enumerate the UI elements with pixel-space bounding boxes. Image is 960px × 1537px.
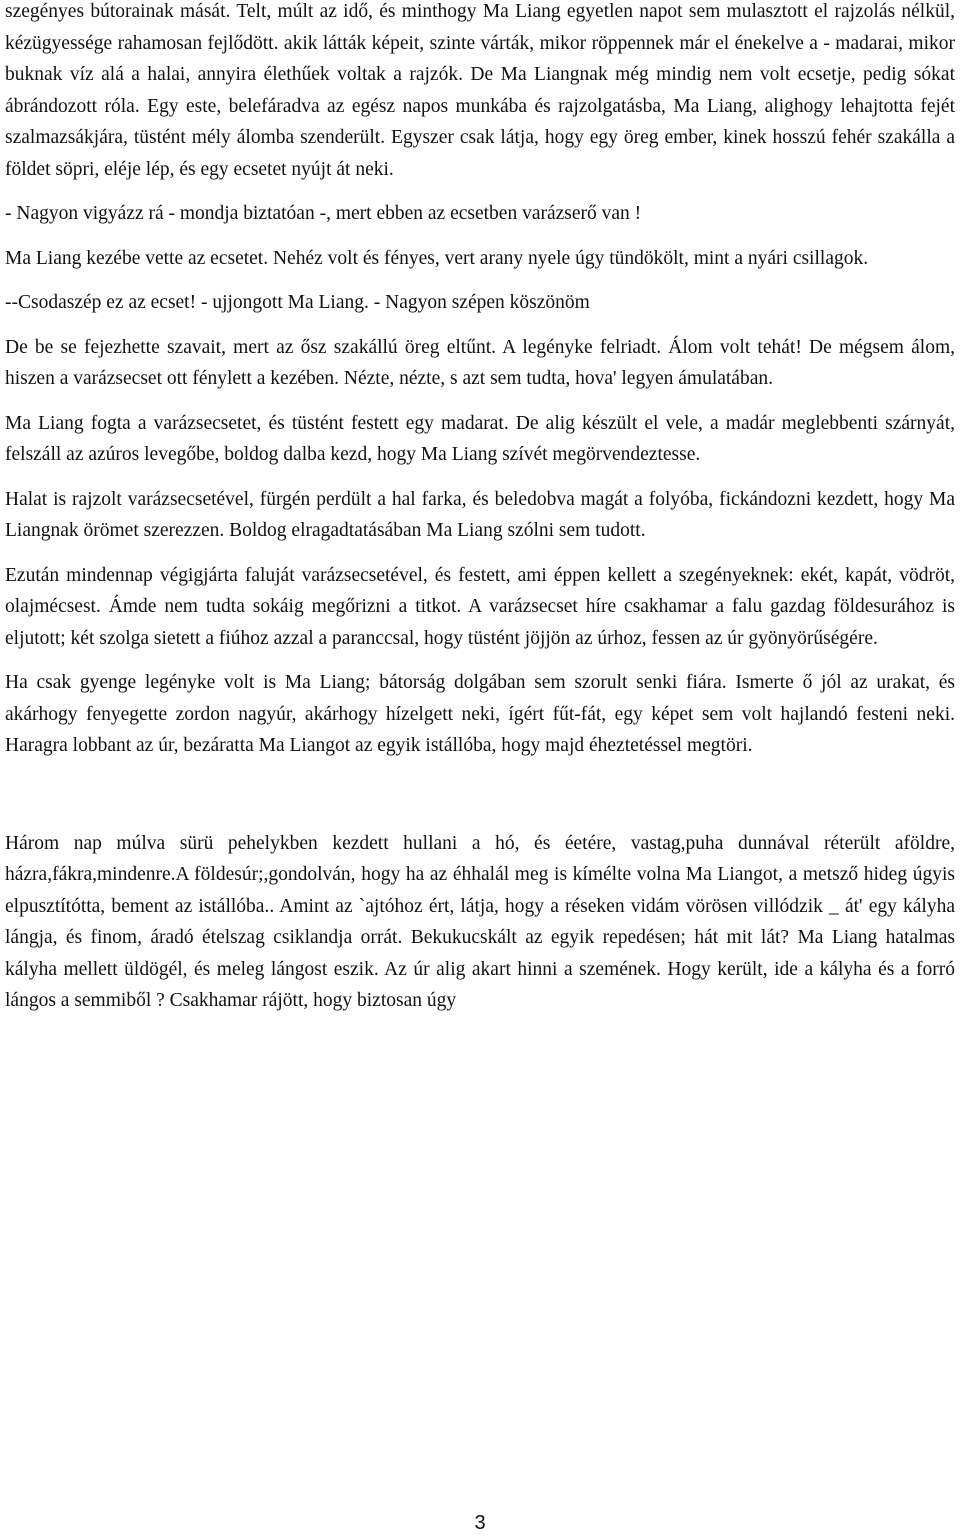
page-number: 3 xyxy=(474,1512,486,1534)
paragraph: De be se fejezhette szavait, mert az ősz szakállú öreg eltűnt. A legényke felriadt. Álom volt tehát! De mégsem álom, hiszen a varázsecset ott fénylett a kezében. Nézte, nézte, s azt sem tudta, hova' legyen ámulatában. xyxy=(5,336,955,389)
paragraph: Három nap múlva sürü pehelykben kezdett hullani a hó, és éetére, vastag,puha dunnával réterült aföldre, házra,fákra,mindenre.A földesúr;,gondolván, hogy ha az éhhalál meg is kímélte volna Ma Liangot, a metsző hideg úgyis elpusztítótta, bement az istállóba.. Amint az `ajtóhoz ért, látja, hogy a réseken vidám vörösen villódzik _ át' egy kályha lángja, és finom, áradó ételszag csiklandja orrát. Bekukucskált az egyik repedésen; hát mit lát? Ma Liang hatalmas kályha mellett üldögél, és meleg lángost eszik. Az úr alig akart hinni a szemének. Hogy került, ide a kályha és a forró lángos a semmiből ? Csakhamar rájött, hogy biztosan úgy xyxy=(5,832,955,1011)
paragraph: Ma Liang fogta a varázsecsetet, és tüstént festett egy madarat. De alig készült el vele, a madár meglebbenti szárnyát, felszáll az azúros levegőbe, boldog dalba kezd, hogy Ma Liang szívét megörvendeztesse. xyxy=(5,412,955,465)
paragraph: - Nagyon vigyázz rá - mondja biztatóan -, mert ebben az ecsetben varázserő van ! xyxy=(5,203,642,224)
paragraph: szegényes bútorainak mását. Telt, múlt az idő, és minthogy Ma Liang egyetlen napot sem mulasztott el rajzolás nélkül, kézügyessége rahamosan fejlődött. akik látták képeit, szinte várták, mikor röppennek már el énekelve a - madarai, mikor buknak víz alá a halai, annyira élethűek voltak a rajzók. De Ma Liangnak még mindig nem volt ecsetje, pedig sókat ábrándozott róla. Egy este, belefáradva az egész napos munkába és rajzolgatásba, Ma Liang, alighogy lehajtotta fejét szalmazsákjára, tüstént mély álomba szenderült. Egyszer csak látja, hogy egy öreg ember, kinek hosszú fehér szakálla a földet söpri, eléje lép, és egy ecsetet nyújt át neki. xyxy=(5,1,955,180)
paragraph: Ezután mindennap végigjárta faluját varázsecsetével, és festett, ami éppen kellett a szegényeknek: ekét, kapát, vödröt, olajmécsest. Ámde nem tudta sokáig megőrizni a titkot. A varázsecset híre csakhamar a falu gazdag földesurához is eljutott; két szolga sietett a fiúhoz azzal a paranccsal, hogy tüstént jöjjön az úrhoz, fessen az úr gyönyörűségére. xyxy=(5,564,955,649)
document-page xyxy=(5,0,955,1017)
paragraph: --Csodaszép ez az ecset! - ujjongott Ma Liang. - Nagyon szépen köszönöm xyxy=(5,292,590,313)
paragraph: Ha csak gyenge legényke volt is Ma Liang; bátorság dolgában sem szorult senki fiára. Ismerte ő jól az urakat, és akárhogy fenyegette zordon nagyúr, akárhogy hízelgett neki, ígért fűt-fát, egy képet sem volt hajlandó festeni neki. Haragra lobbant az úr, bezáratta Ma Liangot az egyik istállóba, hogy majd éheztetéssel megtöri. xyxy=(5,672,955,756)
paragraph: Halat is rajzolt varázsecsetével, fürgén perdült a hal farka, és beledobva magát a folyóba, fickándozni kezdett, hogy Ma Liangnak örömet szerezzen. Boldog elragadtatásában Ma Liang szólni sem tudott. xyxy=(5,488,955,541)
paragraph: Ma Liang kezébe vette az ecsetet. Nehéz volt és fényes, vert arany nyele úgy tündökölt, mint a nyári csillagok. xyxy=(5,247,869,269)
